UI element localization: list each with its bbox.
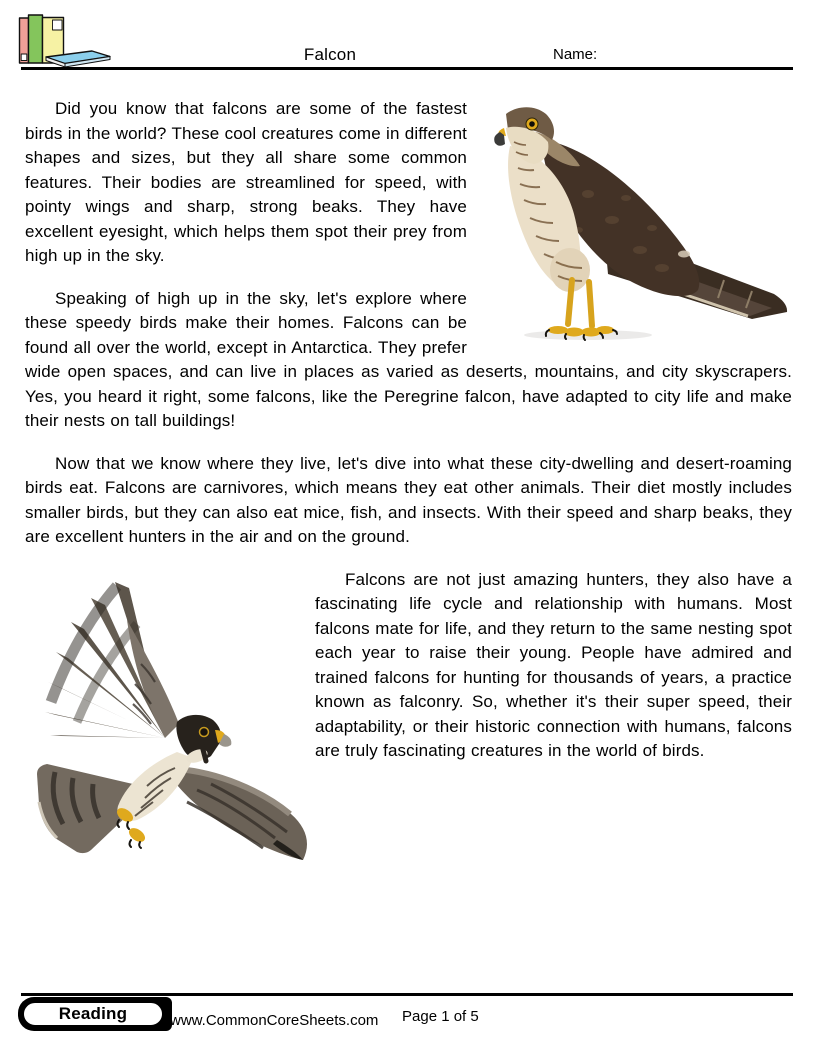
website-url: www.CommonCoreSheets.com — [170, 1012, 379, 1029]
falcon-eye — [200, 727, 209, 736]
paragraph-4: Falcons are not just amazing hunters, they also have a fascinating life cycle and relationship with humans. Most falcons mate for life, and they return to the same nesting spot each year to raise their young. People have admired and trained falcons for hunting for thousands of years, a practice known as falconry. So, whether it's their super speed, their adaptability, or their historic connection with humans, falcons are truly fascinating creatures in the world of birds. — [315, 569, 792, 760]
flying-falcon-image — [25, 572, 310, 864]
flying-falcon-figure — [25, 568, 315, 864]
footer-divider — [21, 993, 793, 996]
paragraph-3: Now that we know where they live, let's dive into what these city-dwelling and desert-roaming birds eat. Falcons are carnivores, which means they eat other animals. Their diet mostly includes smaller birds, but they can also eat mice, fish, and insects. With their speed and sharp beaks, they are excellent hunters in the air and on the ground. — [25, 453, 792, 546]
paragraph-4-block — [25, 568, 792, 866]
perched-falcon-figure — [467, 97, 792, 343]
reading-passage — [25, 97, 792, 866]
category-badge — [18, 997, 172, 1031]
category-badge-pill — [22, 1001, 164, 1027]
book-green — [29, 15, 43, 63]
page-indicator: Page 1 of 5 — [402, 1008, 479, 1025]
falcon-eye — [526, 118, 538, 130]
header-divider — [21, 67, 793, 70]
books-logo-icon — [16, 11, 116, 67]
paragraph-2: Speaking of high up in the sky, let's explore where these speedy birds make their homes. Falcons can be found all over the world, except in Antarctica. They prefer wide open spaces, and can live in places as varied as deserts, mountains, and city skyscrapers. Yes, you heard it right, some falcons, like the Peregrine falcon, have adapted to city life and make their nests on tall buildings! — [25, 288, 792, 430]
paragraph-1: Did you know that falcons are some of the fastest birds in the world? These cool creatures come in different shapes and sizes, but they all share some common features. Their bodies are streamlined for speed, with pointy wings and sharp, strong beaks. They have excellent eyesight, which helps them spot their prey from high up in the sky. — [25, 99, 467, 265]
perched-falcon-image — [492, 102, 792, 342]
name-label: Name: — [553, 46, 598, 63]
page-title: Falcon — [303, 45, 357, 64]
category-badge-label: Reading — [58, 1004, 128, 1023]
